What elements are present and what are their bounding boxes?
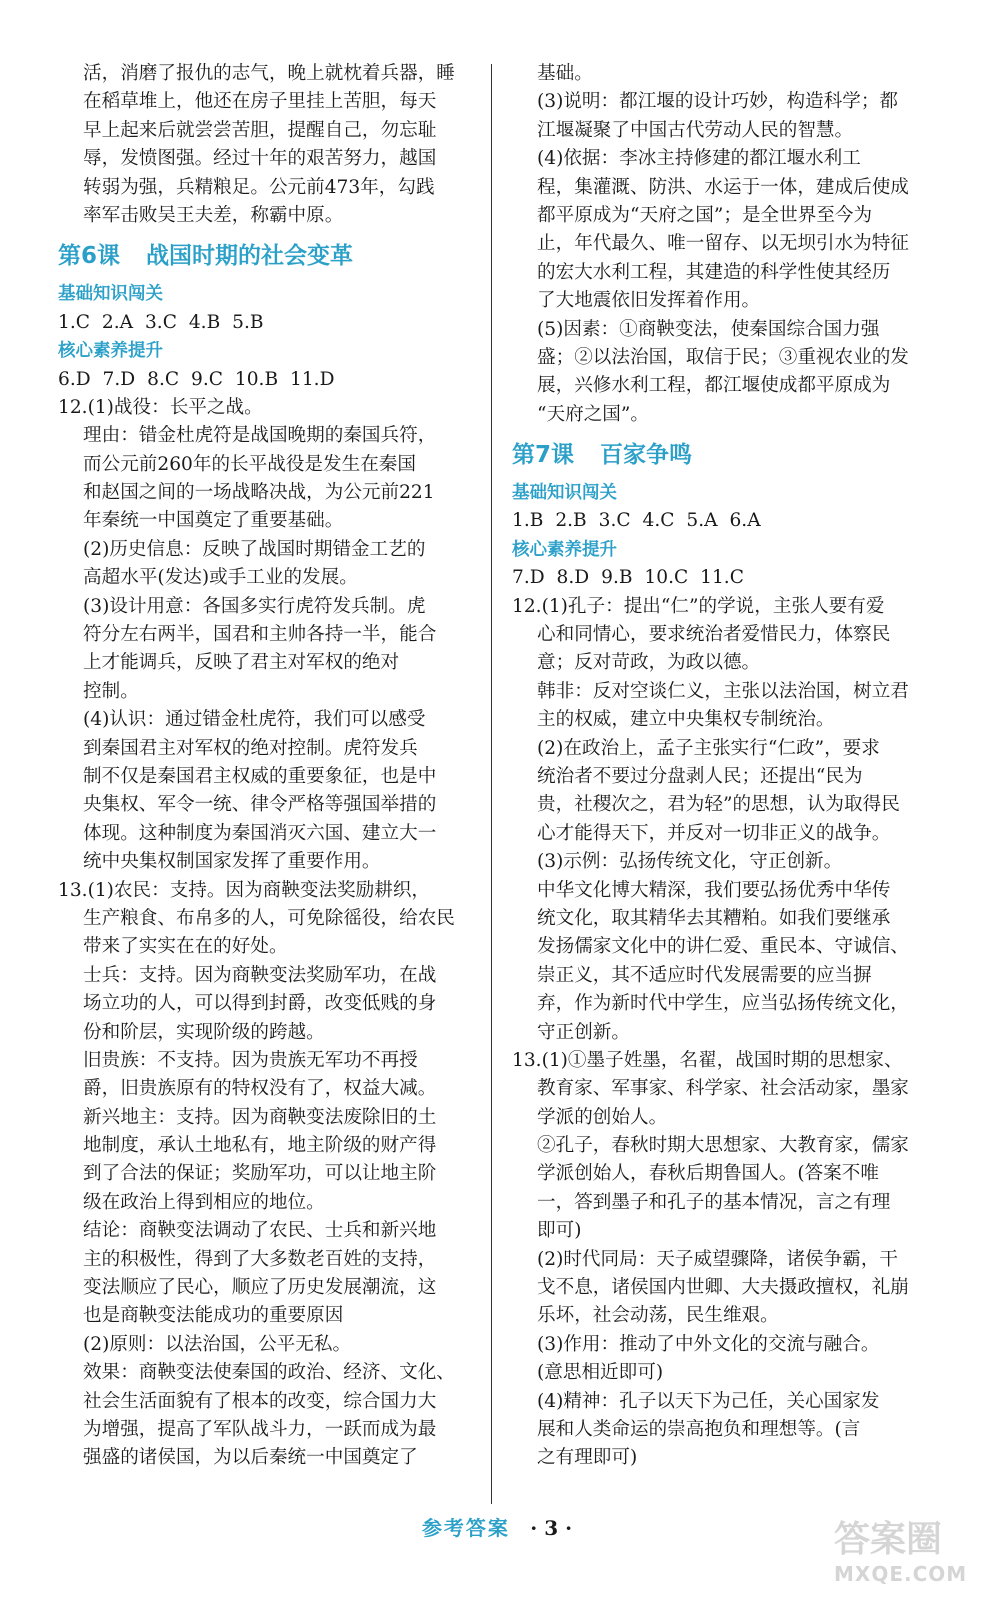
- answer-text-line: 场立功的人，可以得到封爵，改变低贱的身: [83, 993, 437, 1015]
- answer-text-line: 强盛的诸侯国，为以后秦统一中国奠定了: [83, 1447, 418, 1469]
- answer-text-line: 爵，旧贵族原有的特权没有了，权益大减。: [83, 1078, 437, 1100]
- answer-text-line: 教育家、军事家、科学家、社会活动家，墨家: [537, 1078, 909, 1100]
- lesson-heading: [58, 238, 476, 274]
- answer-text-line: 在稻草堆上，他还在房子里挂上苦胆，每天: [83, 91, 437, 113]
- answer-text-line: 主的积极性，得到了大多数老百姓的支持，: [83, 1248, 437, 1270]
- section-heading: 核心素养提升: [58, 341, 163, 362]
- answer-text-line: 弃，作为新时代中学生，应当弘扬传统文化，: [537, 993, 909, 1015]
- answer-text-line: (2)时代同局：天子威望骤降，诸侯争霸，干: [537, 1248, 899, 1270]
- right-column: [512, 60, 932, 1473]
- answer-text-line: “天府之国”。: [537, 403, 649, 425]
- answer-text-line: 中华文化博大精深，我们要弘扬优秀中华传: [537, 879, 891, 901]
- watermark-text: 答案圈: [834, 1519, 943, 1560]
- answer-text-line: 了大地震依旧发挥着作用。: [537, 290, 761, 312]
- answer-text-line: 12.(1)孔子：提出“仁”的学说，主张人要有爱: [512, 595, 885, 617]
- answer-text-line: (3)作用：推动了中外文化的交流与融合。: [537, 1333, 880, 1355]
- answer-text-line: 年秦统一中国奠定了重要基础。: [83, 510, 344, 532]
- answer-text-line: ②孔子，春秋时期大思想家、大教育家，儒家: [537, 1135, 909, 1157]
- answer-text-line: (意思相近即可): [537, 1362, 664, 1384]
- lesson-title: 战国时期的社会变革: [146, 243, 354, 270]
- answer-text-line: 符分左右两半，国君和主帅各持一半，能合: [83, 624, 437, 646]
- answer-text-line: 13.(1)农民：支持。因为商鞅变法奖励耕织，: [58, 879, 431, 901]
- answer-text-line: 止，年代最久、唯一留存、以无坝引水为特征: [537, 233, 909, 255]
- answer-text-line: 效果：商鞅变法使秦国的政治、经济、文化、: [83, 1362, 455, 1384]
- column-divider: [491, 64, 492, 1504]
- answer-text-line: 主的权威，建立中央集权专制统治。: [537, 709, 835, 731]
- answer-text-line: 为增强，提高了军队战斗力，一跃而成为最: [83, 1418, 437, 1440]
- answer-text-line: 12.(1)战役：长平之战。: [58, 396, 263, 418]
- answer-text-line: 即可): [537, 1220, 582, 1242]
- answer-text-line: 转弱为强，兵精粮足。公元前473年，勾践: [83, 176, 435, 198]
- left-column: [58, 60, 476, 1473]
- answer-text-line: 展和人类命运的崇高抱负和理想等。(言: [537, 1418, 861, 1440]
- answer-text-line: 也是商鞅变法能成功的重要原因: [83, 1305, 344, 1327]
- answer-text-line: 到了合法的保证；奖励军功，可以让地主阶: [83, 1163, 437, 1185]
- answer-text-line: 守正创新。: [537, 1021, 630, 1043]
- answer-text-line: 活，消磨了报仇的志气，晚上就枕着兵器，睡: [83, 63, 455, 84]
- answer-text-line: (2)原则：以法治国，公平无私。: [83, 1333, 352, 1355]
- answer-key-line: 6.D 7.D 8.C 9.C 10.B 11.D: [58, 368, 335, 390]
- answer-key-line: 7.D 8.D 9.B 10.C 11.C: [512, 567, 744, 589]
- answer-text-line: 结论：商鞅变法调动了农民、士兵和新兴地: [83, 1220, 437, 1242]
- lesson-number: 第7课: [512, 442, 575, 469]
- section-heading: 基础知识闯关: [512, 483, 617, 504]
- answer-text-line: (3)示例：弘扬传统文化，守正创新。: [537, 851, 843, 873]
- page-number: · 3 ·: [530, 1516, 573, 1540]
- answer-text-line: (2)历史信息：反映了战国时期错金工艺的: [83, 538, 426, 560]
- answer-text-line: 程，集灌溉、防洪、水运于一体，建成后使成: [537, 176, 909, 198]
- answer-text-line: 新兴地主：支持。因为商鞅变法废除旧的土: [83, 1106, 437, 1128]
- section-heading: 基础知识闯关: [58, 284, 163, 305]
- answer-text-line: 心和同情心，要求统治者爱惜民力，体察民: [537, 624, 891, 646]
- answer-text-line: 江堰凝聚了中国古代劳动人民的智慧。: [537, 119, 854, 141]
- answer-text-line: 展，兴修水利工程，都江堰使成都平原成为: [537, 375, 891, 397]
- answer-text-line: 早上起来后就尝尝苦胆，提醒自己，勿忘耻: [83, 119, 437, 141]
- answer-text-line: (4)精神：孔子以天下为己任，关心国家发: [537, 1390, 880, 1412]
- answer-text-line: 社会生活面貌有了根本的改变，综合国力大: [83, 1390, 437, 1412]
- answer-text-line: 意；反对苛政，为政以德。: [537, 652, 761, 674]
- answer-text-line: 统中央集权制国家发挥了重要作用。: [83, 851, 381, 873]
- answer-text-line: (4)依据：李冰主持修建的都江堰水利工: [537, 148, 861, 170]
- answer-text-line: 韩非：反对空谈仁义，主张以法治国，树立君: [537, 680, 909, 702]
- answer-text-line: 央集权、军令一统、律令严格等强国举措的: [83, 794, 437, 816]
- answer-text-line: 乐坏，社会动荡，民生维艰。: [537, 1305, 779, 1327]
- answer-text-line: 崇正义，其不适应时代发展需要的应当摒: [537, 964, 872, 986]
- answer-text-line: 统治者不要过分盘剥人民；还提出“民为: [537, 765, 863, 787]
- answer-text-line: 份和阶层，实现阶级的跨越。: [83, 1021, 325, 1043]
- answer-text-line: 高超水平(发达)或手工业的发展。: [83, 567, 358, 589]
- answer-text-line: (3)说明：都江堰的设计巧妙，构造科学；都: [537, 91, 899, 113]
- lesson-title: 百家争鸣: [600, 442, 693, 469]
- answer-text-line: 上才能调兵，反映了君主对军权的绝对: [83, 652, 400, 674]
- answer-text-line: 制不仅是秦国君主权威的重要象征，也是中: [83, 765, 437, 787]
- answer-text-line: 的宏大水利工程，其建造的科学性使其经历: [537, 261, 891, 283]
- answer-text-line: 带来了实实在在的好处。: [83, 936, 288, 958]
- answer-text-line: 盛；②以法治国，取信于民；③重视农业的发: [537, 346, 909, 368]
- watermark-logo: [834, 1518, 984, 1594]
- answer-text-line: 变法顺应了民心，顺应了历史发展潮流，这: [83, 1277, 437, 1299]
- answer-text-line: 心才能得天下，并反对一切非正义的战争。: [537, 822, 891, 844]
- answer-text-line: 都平原成为“天府之国”；是全世界至今为: [537, 204, 873, 226]
- answer-text-line: 级在政治上得到相应的地位。: [83, 1191, 325, 1213]
- answer-text-line: 辱，发愤图强。经过十年的艰苦努力，越国: [83, 148, 437, 170]
- answer-text-line: 基础。: [537, 63, 593, 84]
- answer-text-line: (5)因素：①商鞅变法，使秦国综合国力强: [537, 318, 880, 340]
- answer-text-line: 理由：错金杜虎符是战国晚期的秦国兵符，: [83, 425, 437, 447]
- answer-text-line: 学派创始人，春秋后期鲁国人。(答案不唯: [537, 1163, 879, 1185]
- answer-text-line: (4)认识：通过错金杜虎符，我们可以感受: [83, 709, 426, 731]
- answer-key-line: 1.C 2.A 3.C 4.B 5.B: [58, 311, 264, 333]
- answer-text-line: 和赵国之间的一场战略决战，为公元前221: [83, 482, 435, 504]
- answer-text-line: (3)设计用意：各国多实行虎符发兵制。虎: [83, 595, 426, 617]
- answer-text-line: 之有理即可): [537, 1447, 638, 1469]
- answer-text-line: 一，答到墨子和孔子的基本情况，言之有理: [537, 1191, 891, 1213]
- answer-text-line: 地制度，承认土地私有，地主阶级的财产得: [83, 1135, 437, 1157]
- section-heading: 核心素养提升: [512, 539, 617, 560]
- answer-text-line: 发扬儒家文化中的讲仁爱、重民本、守诚信、: [537, 936, 909, 958]
- answer-text-line: (2)在政治上，孟子主张实行“仁政”，要求: [537, 737, 880, 759]
- answer-text-line: 率军击败吴王夫差，称霸中原。: [83, 204, 344, 226]
- watermark-url: MXQE.COM: [834, 1562, 968, 1586]
- lesson-heading: [512, 437, 932, 473]
- answer-text-line: 体现。这种制度为秦国消灭六国、建立大一: [83, 822, 437, 844]
- answer-text-line: 统文化，取其精华去其糟粕。如我们要继承: [537, 907, 891, 929]
- answer-text-line: 士兵：支持。因为商鞅变法奖励军功，在战: [83, 964, 437, 986]
- answer-text-line: 控制。: [83, 680, 139, 702]
- answer-text-line: 戈不息，诸侯国内世卿、大夫摄政擅权，礼崩: [537, 1277, 909, 1299]
- answer-text-line: 学派的创始人。: [537, 1106, 668, 1128]
- answer-text-line: 贵，社稷次之，君为轻”的思想，认为取得民: [537, 794, 900, 816]
- answer-text-line: 生产粮食、布帛多的人，可免除徭役，给农民: [83, 907, 455, 929]
- footer-label: 参考答案: [421, 1516, 510, 1540]
- answer-key-line: 1.B 2.B 3.C 4.C 5.A 6.A: [512, 510, 761, 532]
- answer-text-line: 旧贵族：不支持。因为贵族无军功不再授: [83, 1049, 418, 1071]
- answer-text-line: 到秦国君主对军权的绝对控制。虎符发兵: [83, 737, 418, 759]
- answer-text-line: 13.(1)①墨子姓墨，名翟，战国时期的思想家、: [512, 1049, 903, 1071]
- answer-text-line: 而公元前260年的长平战役是发生在秦国: [83, 453, 416, 475]
- lesson-number: 第6课: [58, 243, 121, 270]
